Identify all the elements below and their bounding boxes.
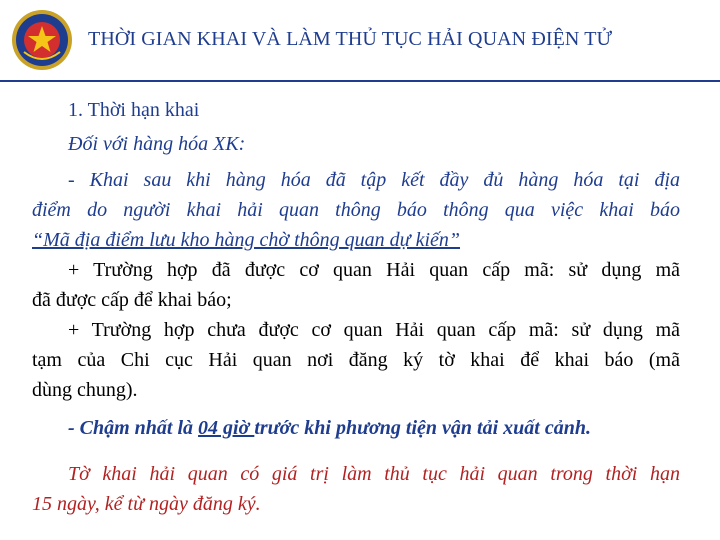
bullet-line: dùng chung). bbox=[32, 379, 138, 401]
slide-header bbox=[0, 0, 720, 86]
deadline-suffix: trước khi phương tiện vận tải xuất cảnh. bbox=[254, 417, 591, 439]
paragraph-line: - Khai sau khi hàng hóa đã tập kết đầy đủ hàng hóa tại địa bbox=[68, 169, 680, 191]
bullet-line: + Trường hợp chưa được cơ quan Hải quan cấp mã: sử dụng mã bbox=[68, 319, 680, 341]
customs-emblem-icon bbox=[10, 8, 74, 72]
deadline-highlight: 04 giờ bbox=[198, 417, 255, 439]
note-line: 15 ngày, kể từ ngày đăng ký. bbox=[32, 493, 261, 515]
header-divider bbox=[0, 80, 720, 82]
paragraph-line: “Mã địa điểm lưu kho hàng chờ thông quan dự kiến” bbox=[32, 229, 461, 251]
note-line: Tờ khai hải quan có giá trị làm thủ tục hải quan trong thời hạn bbox=[68, 463, 680, 485]
section-subheading: Đối với hàng hóa XK: bbox=[68, 133, 246, 155]
bullet-line: + Trường hợp đã được cơ quan Hải quan cấp mã: sử dụng mã bbox=[68, 259, 680, 281]
bullet-line: tạm của Chi cục Hải quan nơi đăng ký tờ khai để khai báo (mã bbox=[32, 349, 680, 371]
deadline-line bbox=[68, 414, 591, 442]
section-heading: 1. Thời hạn khai bbox=[68, 99, 200, 121]
deadline-prefix: - Chậm nhất là bbox=[68, 417, 199, 439]
bullet-line: đã được cấp để khai báo; bbox=[32, 289, 232, 311]
slide-title: THỜI GIAN KHAI VÀ LÀM THỦ TỤC HẢI QUAN ĐIỆN TỬ bbox=[88, 28, 613, 50]
paragraph-line: điểm do người khai hải quan thông báo thông qua việc khai báo bbox=[32, 199, 680, 221]
